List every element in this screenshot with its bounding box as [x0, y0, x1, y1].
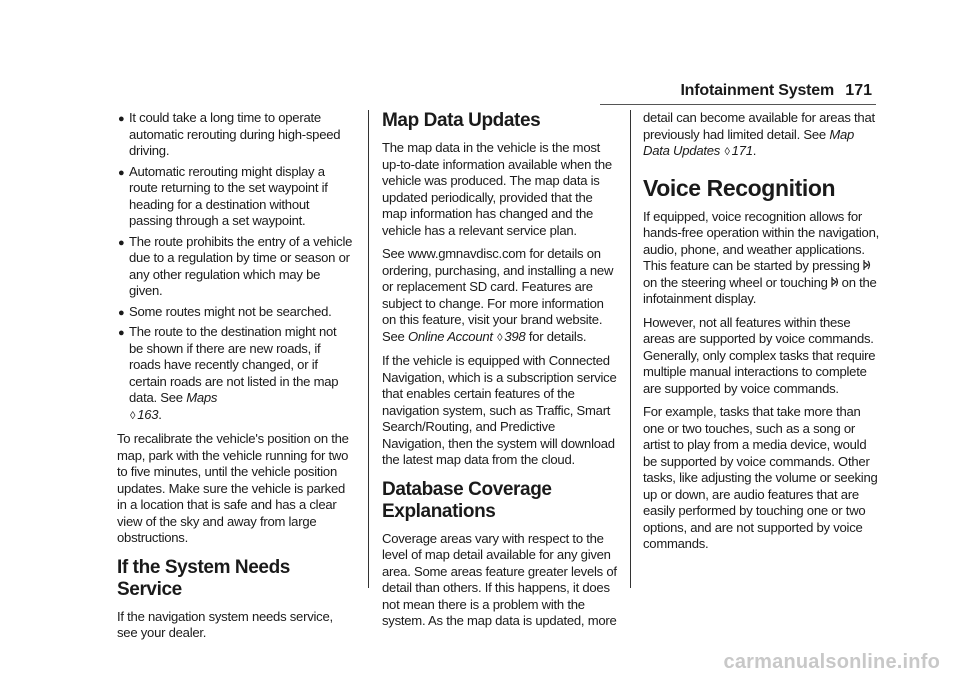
list-item: ● The route to the destination might not be shown if there are new roads, if roads have recently changed, or if certain roads are not listed in the map data. See Maps ◊ 163.: [117, 324, 353, 424]
voice-button-icon: [830, 276, 840, 288]
bullet-icon: ●: [118, 113, 125, 125]
page-ref-arrow-icon: ◊: [130, 409, 136, 422]
section-title: Infotainment System: [680, 82, 834, 99]
maps-link[interactable]: Maps: [186, 390, 218, 405]
list-item: ● Some routes might not be searched.: [117, 304, 353, 321]
voice-recognition-heading: Voice Recognition: [643, 174, 836, 201]
service-paragraph: If the navigation system needs service, see your dealer.: [117, 608, 333, 640]
voice-paragraph-3: For example, tasks that take more than one or two touches, such as a song or artist to play from a media device, would be supported by voice commands. Other tasks, like adjusting the volume or seeking up or down, are audio features that are easily performed by touching one or two options, and are not supported by voice commands.: [643, 404, 878, 551]
page-ref[interactable]: 163: [137, 406, 159, 422]
page-ref-arrow-icon: ◊: [724, 146, 730, 158]
bullet-icon: ●: [118, 327, 125, 339]
map-paragraph-2: See www.gmnavdisc.com for details on ordering, purchasing, and installing a new or replacement SD card. Features are subject to change. For more information on this feature, visit your brand website. See Online Account ◊ 398 for details.: [382, 246, 617, 346]
voice-paragraph-2: However, not all features within these areas are supported by voice commands. Generally, only complex tasks that require multiple manual interactions to complete are supported by voice commands.: [643, 314, 876, 396]
map-data-updates-link[interactable]: Map Data Updates: [643, 126, 855, 158]
map-updates-heading: Map Data Updates: [382, 110, 541, 131]
watermark: carmanualsonline.info: [723, 651, 940, 673]
bullet-list: [117, 110, 353, 424]
bullet-icon: ●: [118, 306, 125, 319]
recalibrate-paragraph: To recalibrate the vehicle's position on the map, park with the vehicle running for two to five minutes, until the vehicle position updates. Make sure the vehicle is parked in a location that is safe and has a clear view of the sky and away from large obstructions.: [117, 431, 349, 545]
coverage-paragraph: Coverage areas vary with respect to the level of map detail available for any given area. Some areas feature greater levels of detail than others. If this happens, it does not mean there is a problem with the system. As the map data is updated, more: [382, 530, 617, 628]
service-heading: If the System Needs Service: [117, 556, 290, 600]
list-item: ● It could take a long time to operate automatic rerouting during high-speed driving.: [118, 110, 341, 158]
page-header: [0, 80, 960, 106]
header-rule: [600, 104, 876, 105]
page-ref-arrow-icon: ◊: [497, 331, 503, 344]
column-right: [643, 110, 881, 560]
bullet-icon: ●: [118, 166, 125, 179]
column-left: [117, 110, 353, 649]
column-middle: [382, 110, 617, 637]
page-ref[interactable]: 171: [731, 143, 753, 158]
list-item: ● The route prohibits the entry of a vehicle due to a regulation by time or season or any other regulation which may be given.: [118, 233, 353, 298]
voice-paragraph-1: If equipped, voice recognition allows for hands-free operation within the navigation, audio, phone, and weather applications. This feature can be started by pressingon the steering wheel or touching on the infotainment display.: [643, 208, 880, 306]
column-divider: [630, 110, 631, 588]
page-ref[interactable]: 398: [504, 328, 526, 344]
map-paragraph-1: The map data in the vehicle is the most up-to-date information available when the vehicle was produced. The map data is updated periodically, provided that the map information has changed and the vehicle has a relevant service plan.: [382, 140, 612, 238]
coverage-heading: Database Coverage Explanations: [382, 478, 552, 522]
voice-button-icon: [862, 259, 872, 271]
online-account-link[interactable]: Online Account: [407, 328, 493, 344]
bullet-icon: ●: [118, 236, 125, 249]
list-item: ● Automatic rerouting might display a route returning to the set waypoint if heading for a destination without passing through a set waypoint.: [118, 163, 328, 228]
continued-paragraph: detail can become available for areas that previously had limited detail. See Map Data Updates ◊ 171.: [643, 110, 881, 161]
column-divider: [368, 110, 369, 588]
map-paragraph-3: If the vehicle is equipped with Connected Navigation, which is a subscription service that enables certain features of the navigation system, such as Traffic, Smart Search/Routing, and Predictive Navigation, then the system will download the latest map data from the cloud.: [382, 353, 617, 467]
page-number: 171: [845, 82, 872, 99]
